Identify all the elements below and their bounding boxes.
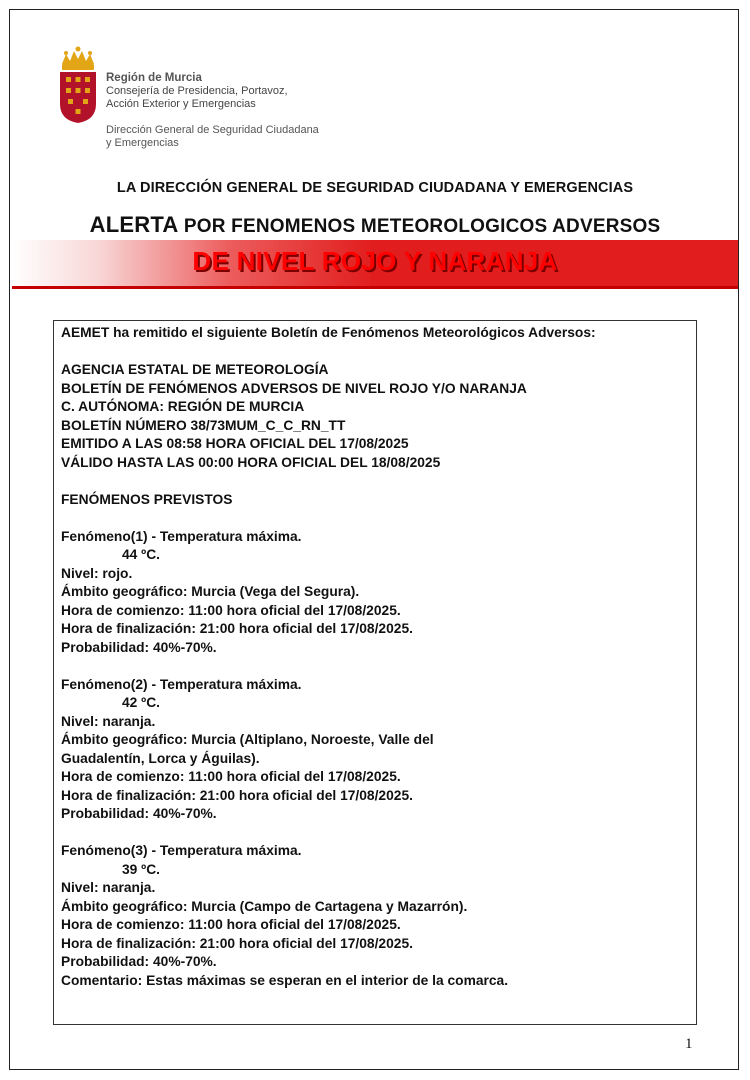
phenomenon-title: Fenómeno(2) - Temperatura máxima.: [61, 676, 302, 692]
phenomenon-value: 39 ºC.: [122, 861, 161, 877]
phenomenon-title: Fenómeno(1) - Temperatura máxima.: [61, 528, 302, 544]
phenomenon-start: Hora de comienzo: 11:00 hora oficial del 17/08/2025.: [61, 602, 401, 618]
phenomenon-comment: Comentario: Estas máximas se esperan en el interior de la comarca.: [61, 972, 509, 988]
phenomenon-probability: Probabilidad: 40%-70%.: [61, 639, 217, 655]
alert-heading: [0, 212, 750, 238]
phenomenon-1: [61, 528, 696, 658]
directorate-info: [106, 124, 319, 150]
phenomenon-end: Hora de finalización: 21:00 hora oficial del 17/08/2025.: [61, 935, 413, 951]
bulletin-number: BOLETÍN NÚMERO 38/73MUM_C_C_RN_TT: [61, 417, 346, 433]
dir-line1: Dirección General de Seguridad Ciudadana: [106, 124, 319, 136]
section-heading: FENÓMENOS PREVISTOS: [61, 491, 233, 507]
alert-level-title: DE NIVEL ROJO Y NARANJA: [192, 246, 558, 276]
directorate-heading: LA DIRECCIÓN GENERAL DE SEGURIDAD CIUDADANA Y EMERGENCIAS: [116, 180, 634, 196]
phenomenon-area-line1: Ámbito geográfico: Murcia (Altiplano, Noroeste, Valle del: [61, 732, 434, 747]
bulletin-issued: EMITIDO A LAS 08:58 HORA OFICIAL DEL 17/08/2025: [61, 436, 409, 451]
bulletin-box: [53, 320, 697, 1025]
phenomenon-level: Nivel: naranja.: [61, 713, 156, 729]
bulletin-valid: VÁLIDO HASTA LAS 00:00 HORA OFICIAL DEL 18/08/2025: [61, 454, 441, 470]
org-dept-line2: Acción Exterior y Emergencias: [106, 98, 256, 110]
crown-icon: [62, 47, 94, 71]
org-name: Región de Murcia: [106, 72, 202, 84]
phenomenon-end: Hora de finalización: 21:00 hora oficial del 17/08/2025.: [61, 787, 413, 803]
phenomenon-3: [61, 842, 696, 990]
phenomenon-start: Hora de comienzo: 11:00 hora oficial del 17/08/2025.: [61, 917, 401, 932]
phenomenon-area: Ámbito geográfico: Murcia (Campo de Cartagena y Mazarrón).: [61, 898, 468, 914]
phenomenon-2: [61, 676, 696, 824]
bulletin-type: BOLETÍN DE FENÓMENOS ADVERSOS DE NIVEL ROJO Y/O NARANJA: [61, 380, 527, 396]
org-dept-line1: Consejería de Presidencia, Portavoz,: [106, 85, 288, 97]
bulletin-region: C. AUTÓNOMA: REGIÓN DE MURCIA: [61, 399, 305, 414]
phenomenon-probability: Probabilidad: 40%-70%.: [61, 954, 217, 969]
phenomenon-value: 44 ºC.: [122, 547, 161, 562]
bulletin-agency: AGENCIA ESTATAL DE METEOROLOGÍA: [61, 362, 329, 377]
page-number: 1: [685, 1036, 693, 1052]
phenomenon-area-line2: Guadalentín, Lorca y Águilas).: [61, 750, 260, 766]
phenomenon-title: Fenómeno(3) - Temperatura máxima.: [61, 843, 302, 858]
organization-info: [106, 72, 288, 111]
phenomenon-start: Hora de comienzo: 11:00 hora oficial del 17/08/2025.: [61, 769, 401, 784]
region-coat-of-arms-logo: [58, 46, 98, 124]
dir-line2: y Emergencias: [106, 137, 179, 149]
phenomenon-level: Nivel: rojo.: [61, 565, 133, 581]
alert-subtitle: POR FENOMENOS METEOROLOGICOS ADVERSOS: [178, 216, 661, 237]
phenomenon-area: Ámbito geográfico: Murcia (Vega del Segura).: [61, 584, 360, 599]
bulletin-intro: AEMET ha remitido el siguiente Boletín de Fenómenos Meteorológicos Adversos:: [61, 325, 596, 340]
phenomenon-end: Hora de finalización: 21:00 hora oficial del 17/08/2025.: [61, 621, 413, 636]
phenomenon-value: 42 ºC.: [122, 695, 161, 710]
phenomenon-level: Nivel: naranja.: [61, 880, 156, 895]
alert-word: ALERTA: [89, 212, 179, 237]
phenomenon-probability: Probabilidad: 40%-70%.: [61, 806, 217, 821]
